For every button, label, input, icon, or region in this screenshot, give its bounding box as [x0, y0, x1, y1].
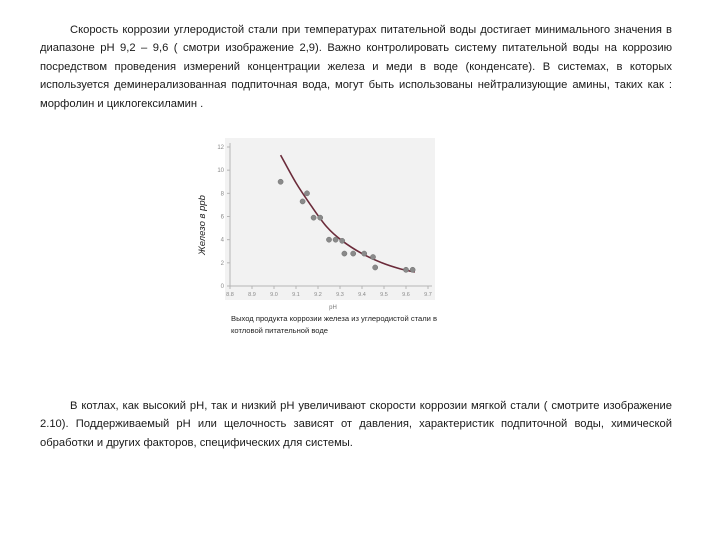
data-point: [340, 238, 345, 243]
x-tick-label: 8.8: [226, 292, 234, 298]
figure-caption: Выход продукта коррозии железа из углеродистой стали в котловой питательной воде: [231, 314, 438, 335]
x-tick-label: 9.1: [292, 292, 300, 298]
y-tick-label: 6: [220, 214, 224, 221]
x-tick-label: 8.9: [248, 292, 256, 298]
data-point: [318, 215, 323, 220]
data-point: [351, 251, 356, 256]
paragraph-2-text: В котлах, как высокий рН, так и низкий рН увеличивают скорости коррозии мягкой стали ( смотрите изображение 2.10). Поддерживаемый рН или щелочность зависят от давления, характеристик подпиточной воды, химической обработки и других факторов, специфических для системы.: [40, 400, 672, 449]
data-point: [342, 251, 347, 256]
data-point: [410, 267, 415, 272]
data-point: [311, 215, 316, 220]
data-point: [278, 179, 283, 184]
x-tick-label: 9.7: [424, 292, 432, 298]
x-tick-label: 9.2: [314, 292, 322, 298]
x-tick-label: 9.0: [270, 292, 278, 298]
x-tick-label: 9.4: [358, 292, 366, 298]
data-point: [304, 191, 309, 196]
y-tick-label: 10: [217, 168, 224, 175]
data-point: [370, 254, 375, 259]
data-point: [403, 267, 408, 272]
x-tick-label: 9.5: [380, 292, 388, 298]
data-point: [300, 199, 305, 204]
paragraph-2: [40, 397, 672, 452]
x-axis-label: pH: [329, 305, 337, 311]
x-tick-label: 9.3: [336, 292, 344, 298]
chart-svg: [192, 133, 442, 313]
data-point: [326, 237, 331, 242]
y-tick-label: 12: [217, 145, 224, 151]
y-tick-label: 0: [220, 284, 224, 290]
data-point: [333, 237, 338, 242]
y-axis-label: Железо в ppb: [197, 195, 208, 255]
paragraph-1-text: Скорость коррозии углеродистой стали при температурах питательной воды достигает минимального значения в диапазоне рН 9,2 – 9,6 ( смотри изображение 2,9). Важно контролировать систему питательной воды на коррозию посредством проведения измерений концентрации железа и меди в воде (конденсате). В системах, в которых используется деминерализованная подпиточная вода, могут быть использованы нейтрализующие амины, таких как : морфолин и циклогексиламин .: [40, 24, 672, 110]
y-tick-label: 8: [220, 191, 224, 198]
data-point: [362, 251, 367, 256]
y-tick-label: 4: [220, 237, 224, 244]
data-point: [373, 265, 378, 270]
figure-iron-corrosion-chart: [192, 133, 442, 313]
y-tick-label: 2: [220, 260, 224, 267]
paragraph-1: [40, 21, 672, 113]
chart-panel-background: [225, 138, 435, 300]
x-tick-label: 9.6: [402, 292, 410, 298]
